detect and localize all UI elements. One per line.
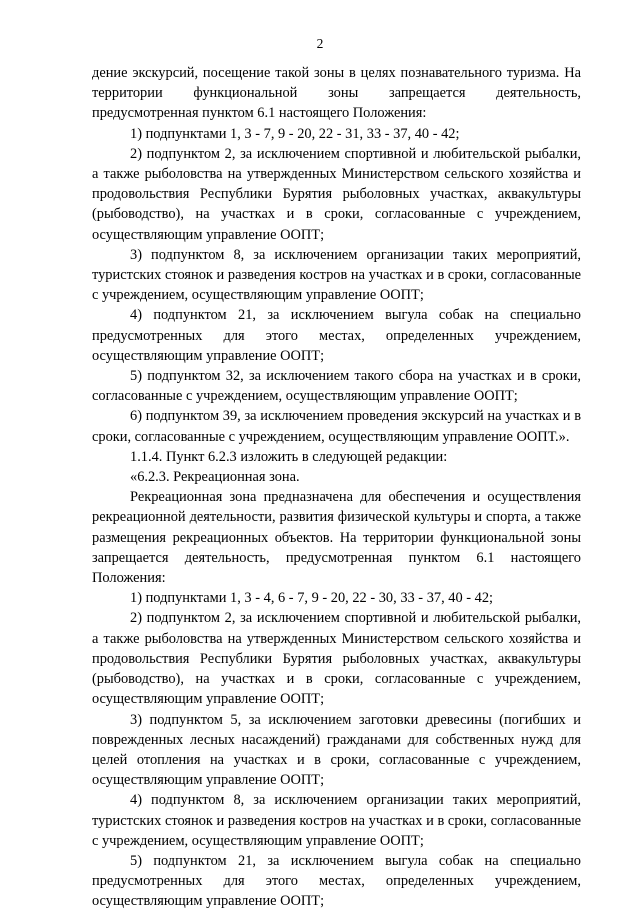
list-item: 4) подпунктом 21, за исключением выгула собак на специально предусмотренных для этого местах, определенных учреждением, осуществляющим управление ООПТ; xyxy=(92,307,581,364)
section-heading: «6.2.3. Рекреационная зона. xyxy=(130,469,300,486)
list-item: 3) подпунктом 5, за исключением заготовки древесины (погибших и поврежденных лесных насаждений) гражданами для собственных нужд для целей отопления на участках и в сроки, согласованные с учреждением, осуществляющим управление ООПТ; xyxy=(92,711,581,789)
list-item: 1) подпунктами 1, 3 - 7, 9 - 20, 22 - 31, 33 - 37, 40 - 42; xyxy=(130,125,460,142)
paragraph: Рекреационная зона предназначена для обеспечения и осуществления рекреационной деятельности, развития физической культуры и спорта, а также размещения рекреационных объектов. На территории функциональной зоны запрещается деятельность, предусмотренная пунктом 6.1 настоящего Положения: xyxy=(92,489,581,587)
list-item: 3) подпунктом 8, за исключением организации таких мероприятий, туристских стоянок и разведения костров на участках и в сроки, согласованные с учреждением, осуществляющим управление ООПТ; xyxy=(92,246,581,304)
page-number: 2 xyxy=(316,36,324,51)
document-body xyxy=(92,63,581,912)
list-item: 6) подпунктом 39, за исключением проведения экскурсий на участках и в сроки, согласованные с учреждением, осуществляющим управление ООПТ.». xyxy=(92,408,581,445)
list-item: 2) подпунктом 2, за исключением спортивной и любительской рыбалки, а также рыболовства на утвержденных Министерством сельского хозяйства и продовольствия Республики Бурятия рыболовных участках, аквакультуры (рыбоводство), на участках и в сроки, согласованные с учреждением, осуществляющим управление ООПТ; xyxy=(92,145,581,243)
list-item: 4) подпунктом 8, за исключением организации таких мероприятий, туристских стоянок и разведения костров на участках и в сроки, согласованные с учреждением, осуществляющим управление ООПТ; xyxy=(92,792,581,849)
list-item: 1) подпунктами 1, 3 - 4, 6 - 7, 9 - 20, 22 - 30, 33 - 37, 40 - 42; xyxy=(130,590,494,607)
amendment-clause: 1.1.4. Пункт 6.2.3 изложить в следующей редакции: xyxy=(130,448,448,465)
list-item: 5) подпунктом 32, за исключением такого сбора на участках и в сроки, согласованные с учреждением, осуществляющим управление ООПТ; xyxy=(92,368,581,405)
list-item: 5) подпунктом 21, за исключением выгула собак на специально предусмотренных для этого местах, определенных учреждением, осуществляющим управление ООПТ; xyxy=(92,852,581,910)
list-item: 2) подпунктом 2, за исключением спортивной и любительской рыбалки, а также рыболовства на утвержденных Министерством сельского хозяйства и продовольствия Республики Бурятия рыболовных участках, аквакультуры (рыбоводство), на участках и в сроки, согласованные с учреждением, осуществляющим управление ООПТ; xyxy=(92,610,581,708)
paragraph-continuation: дение экскурсий, посещение такой зоны в целях познавательного туризма. На территории функциональной зоны запрещается деятельность, предусмотренная пунктом 6.1 настоящего Положения: xyxy=(92,65,581,122)
